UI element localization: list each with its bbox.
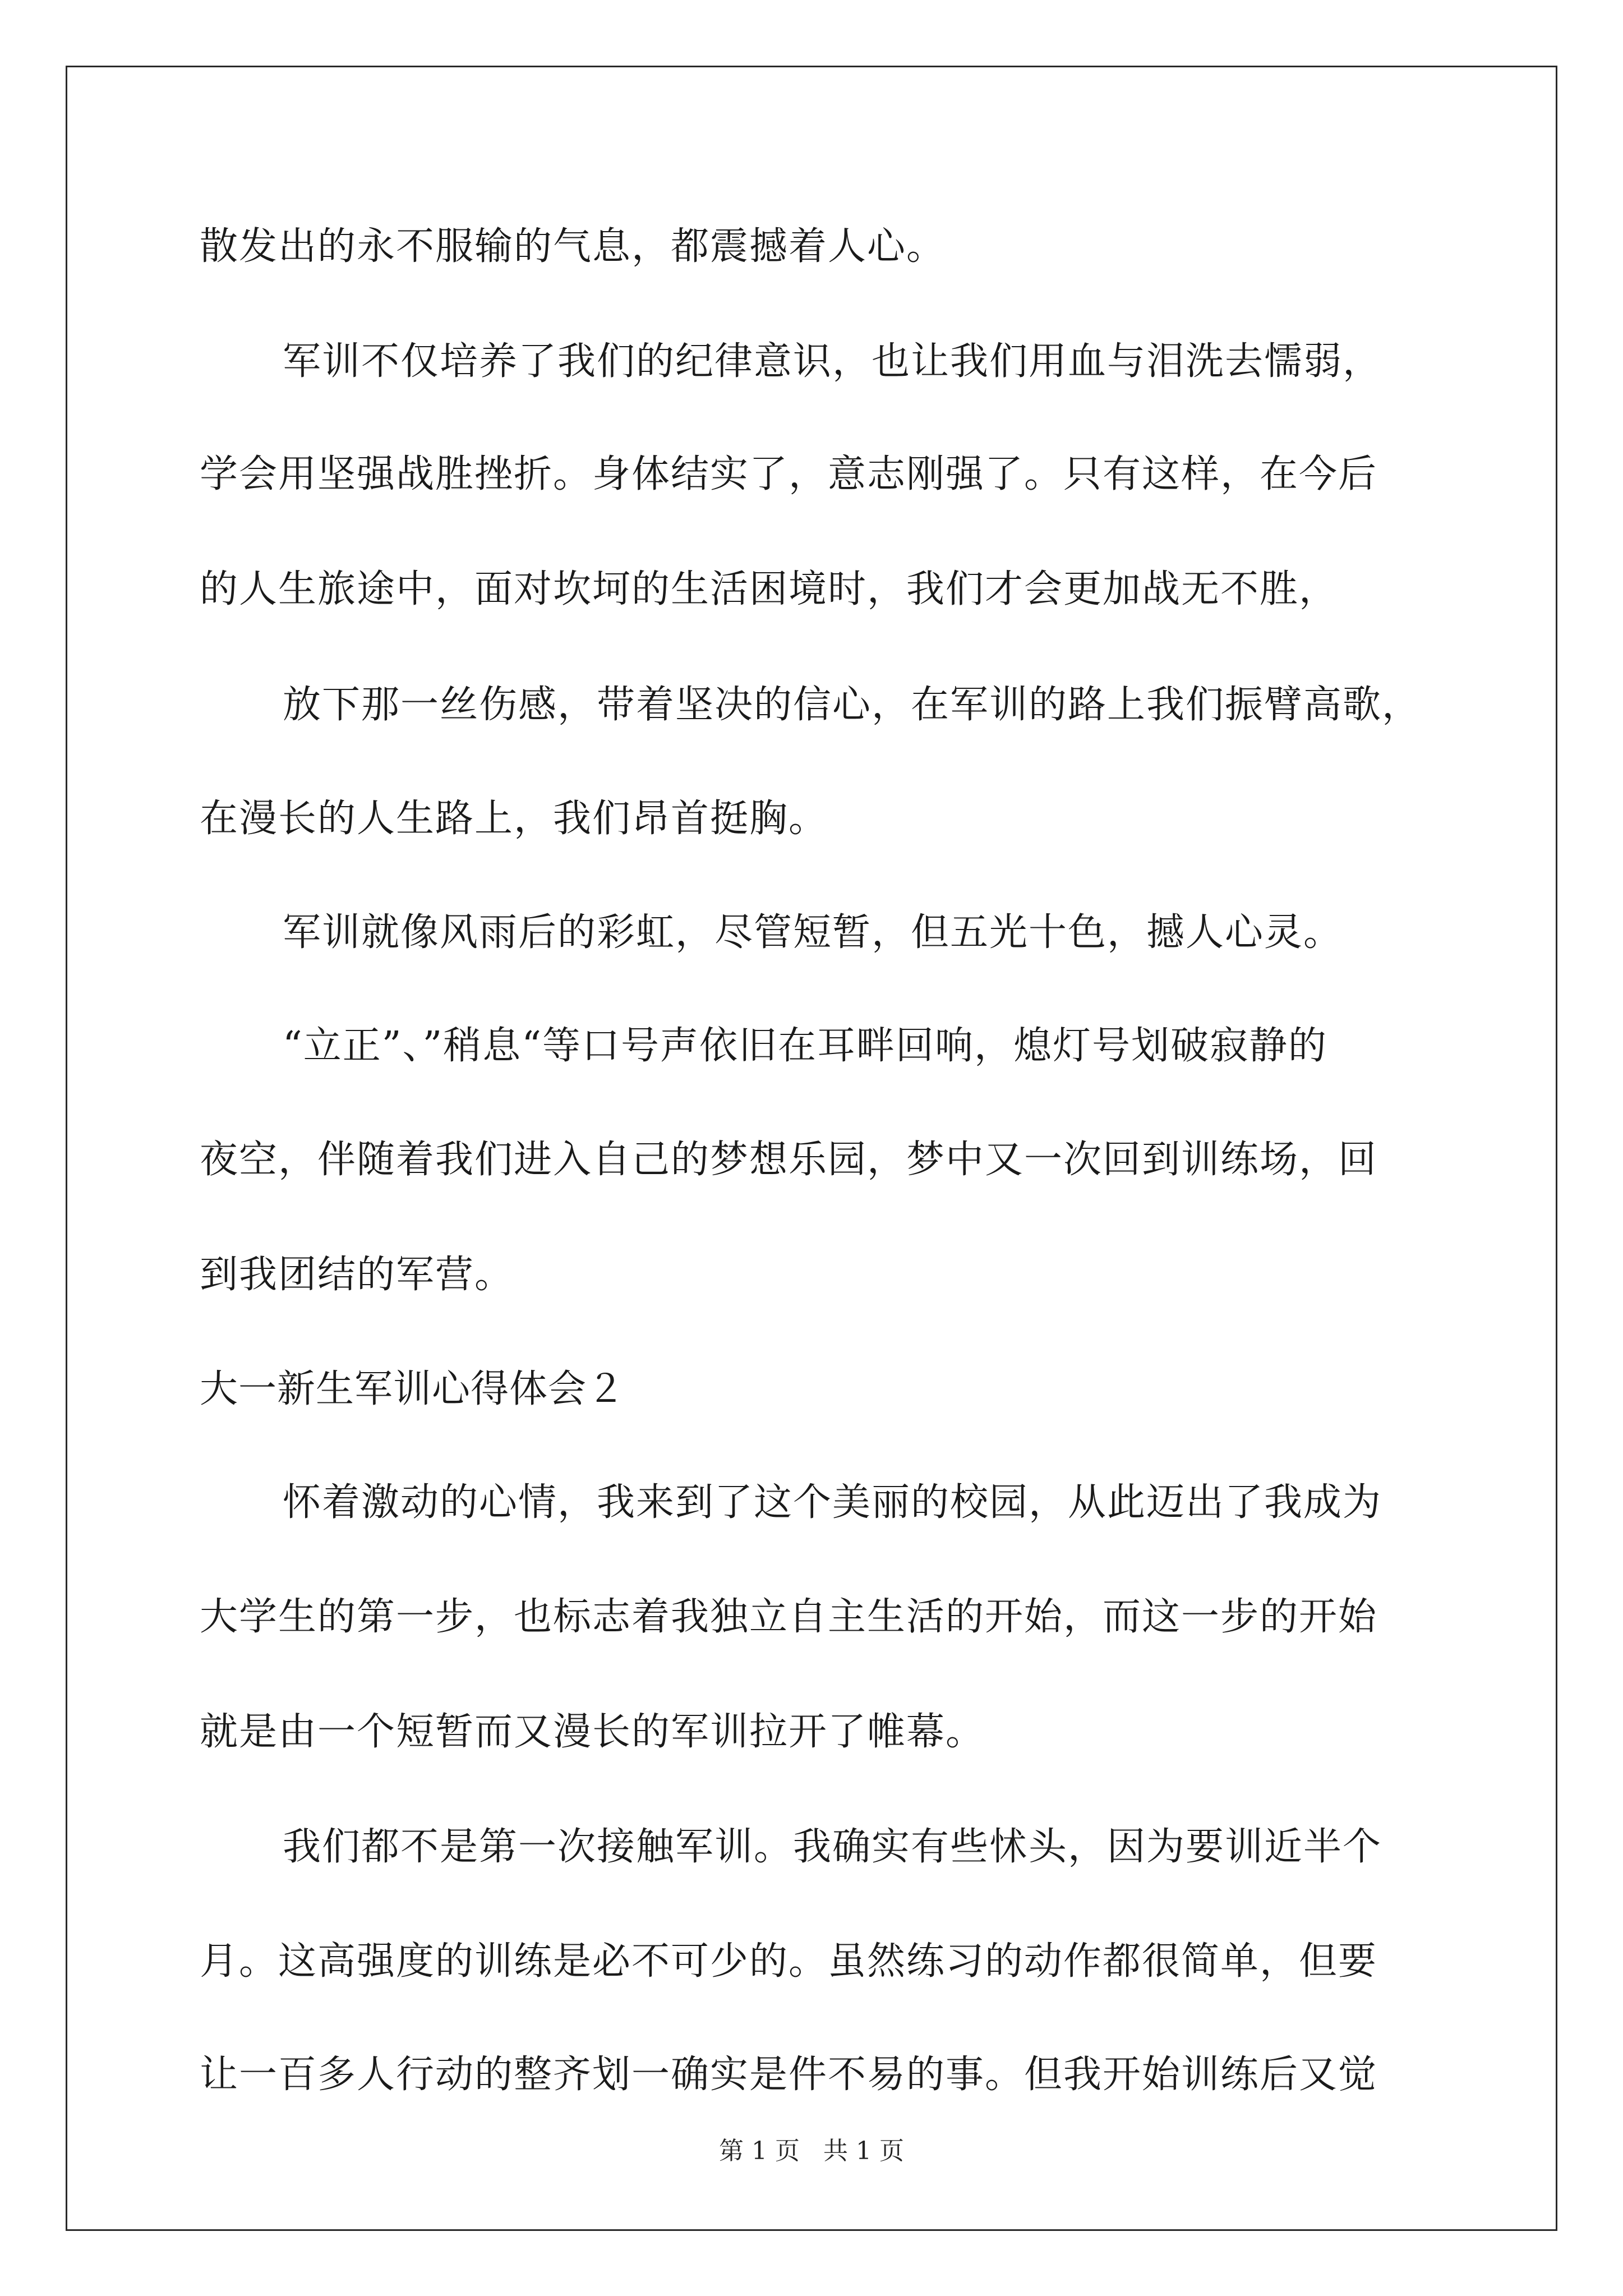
text-line: 月。这高强度的训练是必不可少的。虽然练习的动作都很简单，但要 [200,1939,1378,1984]
text-line: “立正”、”稍息“等口号声依旧在耳畔回响，熄灯号划破寂静的 [283,1024,1328,1068]
text-line: 让一百多人行动的整齐划一确实是件不易的事。但我开始训练后又觉 [200,2053,1378,2097]
text-line: 学会用坚强战胜挫折。身体结实了，意志刚强了。只有这样，在今后 [200,452,1378,496]
text-line: 军训就像风雨后的彩虹，尽管短暂，但五光十色，撼人心灵。 [283,910,1343,955]
text-line: 在漫长的人生路上，我们昂首挺胸。 [200,797,828,841]
section-heading: 大一新生军训心得体会２ [200,1367,626,1411]
text-line: 散发出的永不服输的气息，都震撼着人心。 [200,224,946,269]
text-line: 怀着激动的心情，我来到了这个美丽的校园，从此迈出了我成为 [283,1480,1382,1525]
page-footer: 第 1 页 共 1 页 [719,2137,904,2165]
text-line: 到我团结的军营。 [200,1253,514,1297]
text-line: 夜空，伴随着我们进入自己的梦想乐园，梦中又一次回到训练场，回 [200,1138,1378,1182]
text-line: 放下那一丝伤感，带着坚决的信心，在军训的路上我们振臂高歌， [283,683,1422,727]
text-line: 就是由一个短暂而又漫长的军训拉开了帷幕。 [200,1710,985,1754]
text-line: 军训不仅培养了我们的纪律意识，也让我们用血与泪洗去懦弱， [283,339,1382,384]
text-line: 大学生的第一步，也标志着我独立自主生活的开始，而这一步的开始 [200,1595,1378,1639]
text-line: 的人生旅途中，面对坎坷的生活困境时，我们才会更加战无不胜， [200,567,1339,611]
text-line: 我们都不是第一次接触军训。我确实有些怵头，因为要训近半个 [283,1825,1382,1869]
